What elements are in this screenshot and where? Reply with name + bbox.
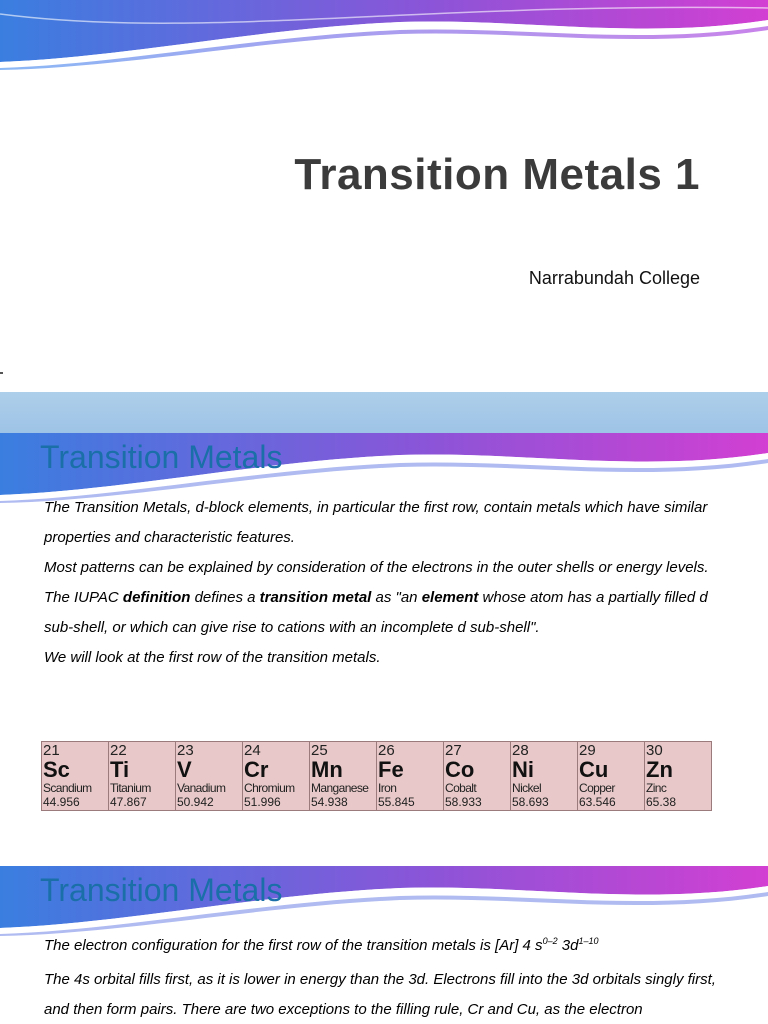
bold-term: transition metal — [259, 589, 372, 606]
slide-title: Transition Metals — [40, 872, 283, 908]
atomic-number: 21 — [43, 742, 60, 759]
atomic-mass: 44.956 — [43, 795, 80, 809]
slide-3 — [0, 866, 768, 1024]
element-cell — [511, 742, 578, 811]
text-run: 3d — [557, 937, 579, 954]
element-symbol: Cu — [579, 757, 609, 782]
atomic-mass: 58.693 — [512, 795, 549, 809]
atomic-number: 29 — [579, 742, 596, 759]
element-symbol: Mn — [311, 757, 343, 782]
atomic-mass: 47.867 — [110, 795, 147, 809]
presentation-title: Transition Metals 1 — [294, 150, 700, 199]
element-name: Cobalt — [445, 781, 477, 795]
text-run: The electron configuration for the first row of the transition metals is [Ar] 4 s — [44, 937, 543, 954]
atomic-mass: 50.942 — [177, 795, 214, 809]
paragraph-electron-configuration — [44, 926, 734, 961]
element-name: Copper — [579, 781, 615, 795]
text-run: defines a — [190, 589, 260, 606]
element-symbol: Ni — [512, 757, 534, 782]
atomic-number: 30 — [646, 742, 663, 759]
element-symbol: Fe — [378, 757, 404, 782]
atomic-number: 27 — [445, 742, 462, 759]
element-name: Vanadium — [177, 781, 226, 795]
wave-banner-graphic — [0, 0, 768, 70]
element-symbol: Zn — [646, 757, 673, 782]
element-cell — [109, 742, 176, 811]
paragraph: The 4s orbital fills first, as it is lower in energy than the 3d. Electrons fill into the 3d orbitals singly first, and then form pairs. There are two exceptions to the filling rule, Cr and Cu, as the electron — [44, 971, 716, 1018]
bold-term: definition — [122, 589, 191, 606]
atomic-number: 28 — [512, 742, 529, 759]
element-cell — [243, 742, 310, 811]
element-symbol: Co — [445, 757, 475, 782]
paragraph: We will look at the first row of the transition metals. — [44, 649, 381, 666]
atomic-number: 24 — [244, 742, 261, 759]
element-name: Scandium — [43, 781, 92, 795]
element-cell — [645, 742, 712, 811]
slide-body — [44, 493, 734, 673]
element-name: Manganese — [311, 781, 369, 795]
element-name: Iron — [378, 781, 397, 795]
text-run: whose atom has a partially filled d sub-shell, or which can give rise to cations with an incomplete d sub-shell". — [44, 589, 708, 636]
paragraph: The Transition Metals, d-block elements, in particular the first row, contain metals which have similar properties and characteristic features. — [44, 499, 708, 546]
presentation-subtitle: Narrabundah College — [528, 268, 700, 288]
periodic-table-row — [41, 741, 712, 811]
superscript: 1–10 — [578, 936, 599, 946]
slide-body — [44, 926, 734, 1024]
bold-term: element — [421, 589, 479, 606]
element-symbol: V — [177, 757, 192, 782]
element-cell — [444, 742, 511, 811]
element-cell — [578, 742, 645, 811]
text-run: as "an — [371, 589, 422, 606]
atomic-number: 22 — [110, 742, 127, 759]
paragraph: Most patterns can be explained by consideration of the electrons in the outer shells or energy levels. — [44, 559, 709, 576]
atomic-mass: 54.938 — [311, 795, 348, 809]
element-name: Titanium — [110, 781, 151, 795]
atomic-number: 25 — [311, 742, 328, 759]
element-symbol: Cr — [244, 757, 269, 782]
superscript: 0–2 — [542, 936, 558, 946]
slide-edge-mark — [0, 372, 3, 374]
element-name: Nickel — [512, 781, 542, 795]
atomic-mass: 55.845 — [378, 795, 415, 809]
atomic-mass: 63.546 — [579, 795, 616, 809]
slide-gap — [0, 833, 768, 866]
paragraph-iupac-definition — [44, 583, 734, 643]
element-symbol: Ti — [110, 757, 130, 782]
slide-banner — [0, 0, 768, 70]
text-run: The IUPAC — [44, 589, 123, 606]
atomic-mass: 58.933 — [445, 795, 482, 809]
atomic-number: 26 — [378, 742, 395, 759]
atomic-mass: 65.38 — [646, 795, 677, 809]
slide-2 — [0, 433, 768, 833]
element-symbol: Sc — [43, 757, 70, 782]
atomic-number: 23 — [177, 742, 194, 759]
atomic-mass: 51.996 — [244, 795, 281, 809]
element-cell — [310, 742, 377, 811]
element-name: Zinc — [646, 781, 667, 795]
slide-separator — [0, 392, 768, 433]
element-cell — [176, 742, 243, 811]
element-cell — [377, 742, 444, 811]
slide-1 — [0, 0, 768, 392]
slide-title: Transition Metals — [40, 439, 283, 475]
element-name: Chromium — [244, 781, 295, 795]
element-cell — [42, 742, 109, 811]
